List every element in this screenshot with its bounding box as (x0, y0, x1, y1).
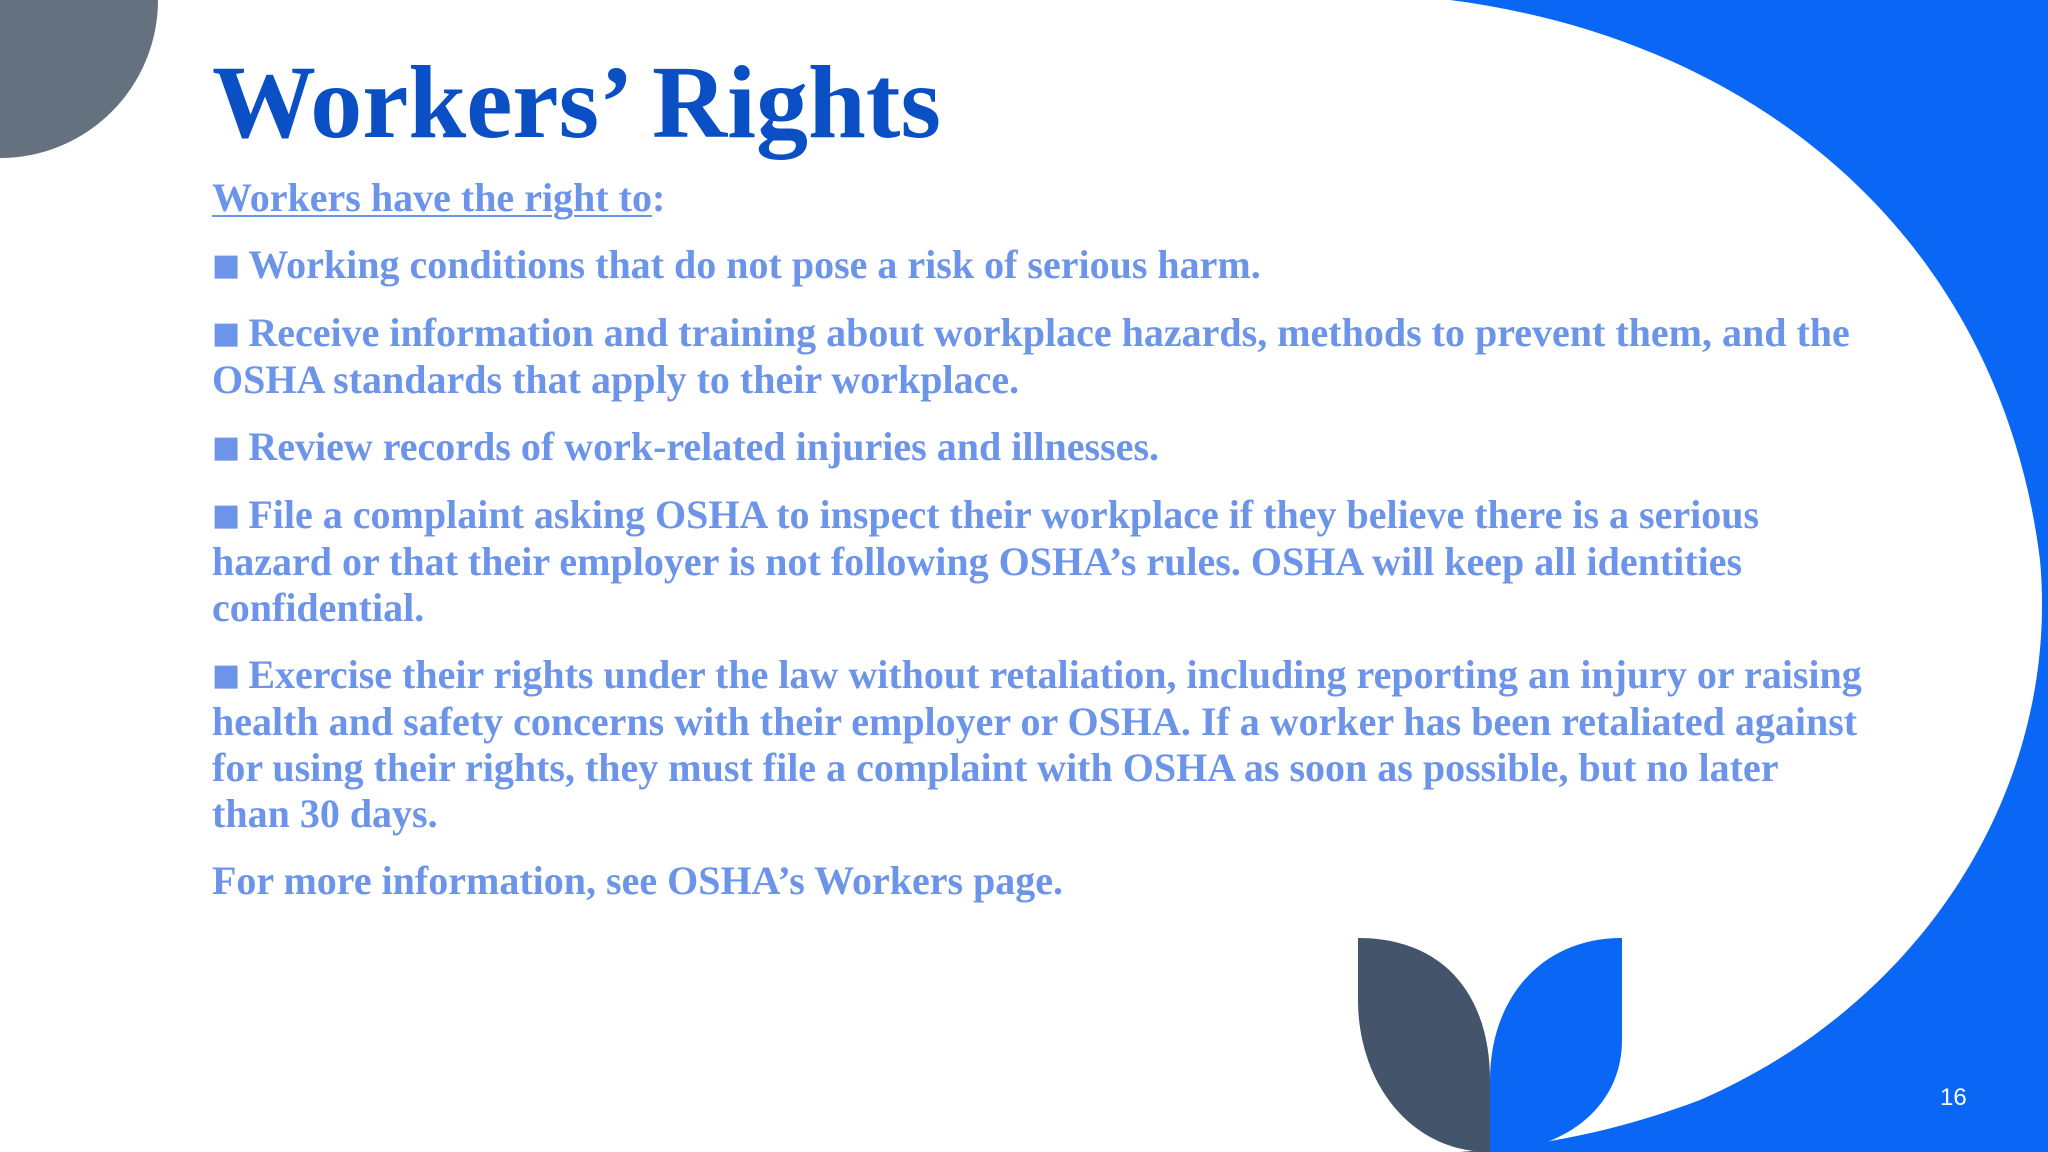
bullet-item (212, 492, 1862, 631)
bullet-square-icon: ■ (212, 430, 241, 465)
page-number: 16 (1940, 1084, 1967, 1111)
bullet-item (212, 310, 1862, 403)
intro-line (212, 175, 1862, 221)
bullet-square-icon: ■ (212, 498, 241, 533)
top-left-quarter-circle (0, 0, 158, 158)
bullet-item (212, 424, 1862, 471)
bullet-square-icon: ■ (212, 316, 241, 351)
bullet-text: Review records of work-related injuries and illnesses. (248, 424, 1160, 469)
bullet-text: Exercise their rights under the law without retaliation, including reporting an injury or raising health and safety concerns with their employer or OSHA. If a worker has been retaliated against for using their rights, they must file a complaint with OSHA as soon as possible, but no later than 30 days. (212, 652, 1862, 836)
bullet-item (212, 652, 1862, 837)
bullet-item (212, 242, 1862, 289)
bullet-text: Working conditions that do not pose a risk of serious harm. (248, 242, 1261, 287)
intro-suffix: : (651, 175, 666, 220)
more-information-note: For more information, see OSHA’s Workers page. (212, 858, 1064, 903)
bullet-square-icon: ■ (212, 248, 241, 283)
workers-rights-link[interactable]: Workers have the right to (212, 175, 652, 220)
slide-body (212, 175, 1862, 904)
bullet-text: File a complaint asking OSHA to inspect their workplace if they believe there is a serious hazard or that their employer is not following OSHA’s rules. OSHA will keep all identities confidential. (212, 492, 1760, 630)
slide-title: Workers’ Rights (212, 45, 941, 160)
bullet-text: Receive information and training about workplace hazards, methods to prevent them, and the OSHA standards that apply to their workplace. (212, 310, 1850, 402)
bullet-square-icon: ■ (212, 658, 241, 693)
